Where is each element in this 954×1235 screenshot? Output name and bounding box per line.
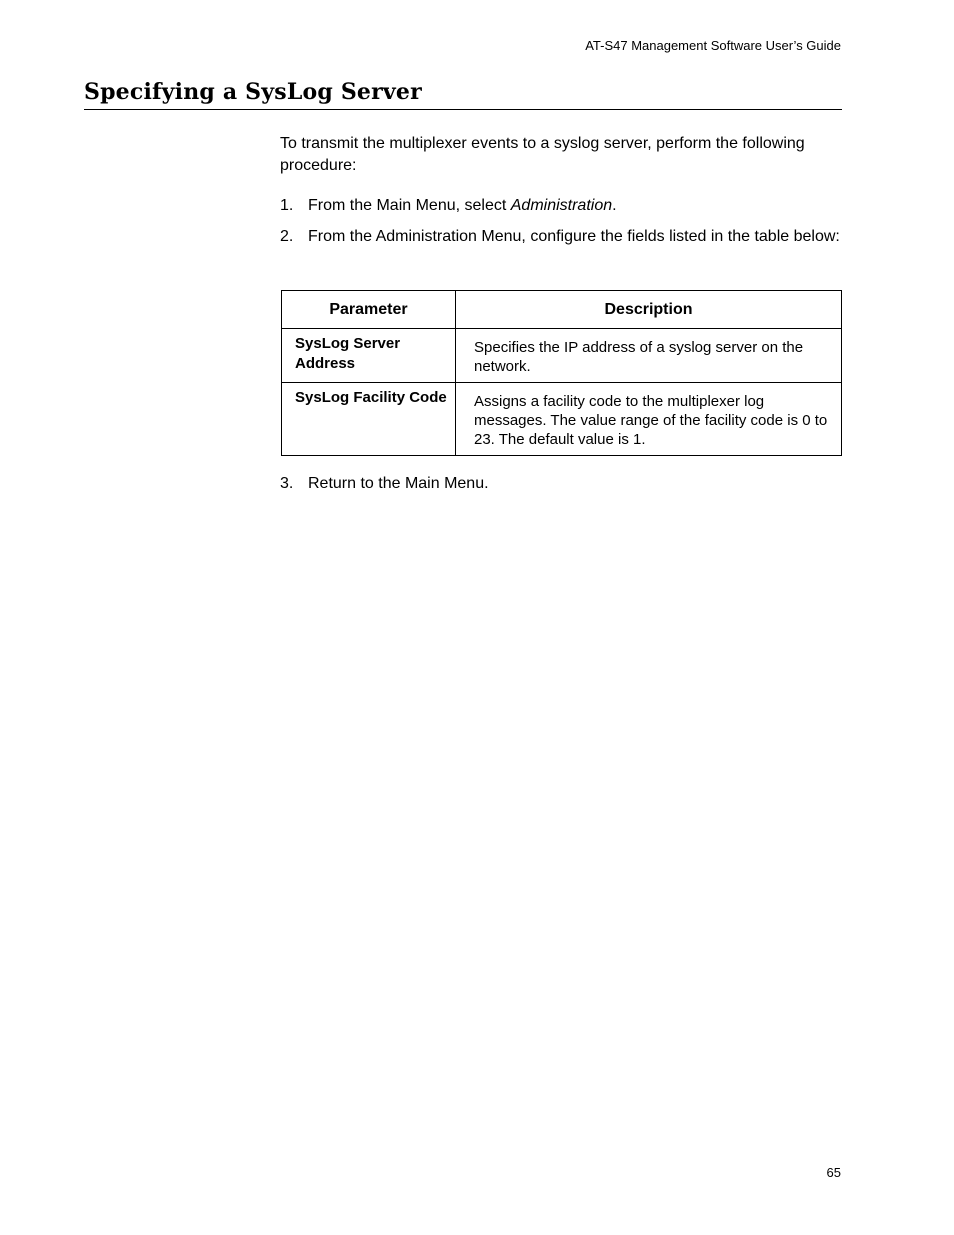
description-cell: Specifies the IP address of a syslog server on the network. <box>456 329 842 383</box>
table-row <box>282 383 842 456</box>
running-header: AT-S47 Management Software User’s Guide <box>585 38 841 53</box>
parameter-table <box>281 290 842 456</box>
intro-paragraph: To transmit the multiplexer events to a syslog server, perform the following procedure: <box>280 135 805 174</box>
step-text: From the Administration Menu, configure the fields listed in the table below: <box>308 228 840 245</box>
step-number: 3. <box>280 475 294 492</box>
step-item <box>280 473 842 495</box>
step-text-lead: From the Main Menu, select <box>308 197 511 214</box>
table-header-row <box>282 291 842 329</box>
step-number: 2. <box>280 228 294 245</box>
parameter-cell: SysLog Facility Code <box>282 383 456 456</box>
section-title: Specifying a SysLog Server <box>84 78 842 110</box>
step-text <box>308 197 617 214</box>
step-text-trail: . <box>612 197 617 214</box>
step-text: Return to the Main Menu. <box>308 475 489 492</box>
column-header-parameter: Parameter <box>282 291 456 329</box>
step-item <box>280 195 842 217</box>
step-number: 1. <box>280 197 294 214</box>
procedure-steps-continued <box>280 473 842 495</box>
table-row <box>282 329 842 383</box>
step-item <box>280 226 842 248</box>
column-header-description: Description <box>456 291 842 329</box>
description-cell: Assigns a facility code to the multiplexer log messages. The value range of the facility code is 0 to 23. The default value is 1. <box>456 383 842 456</box>
procedure-steps <box>280 195 842 248</box>
page-number: 65 <box>826 1165 841 1180</box>
menu-name-emphasis: Administration <box>510 197 613 214</box>
parameter-cell: SysLog Server Address <box>282 329 456 383</box>
